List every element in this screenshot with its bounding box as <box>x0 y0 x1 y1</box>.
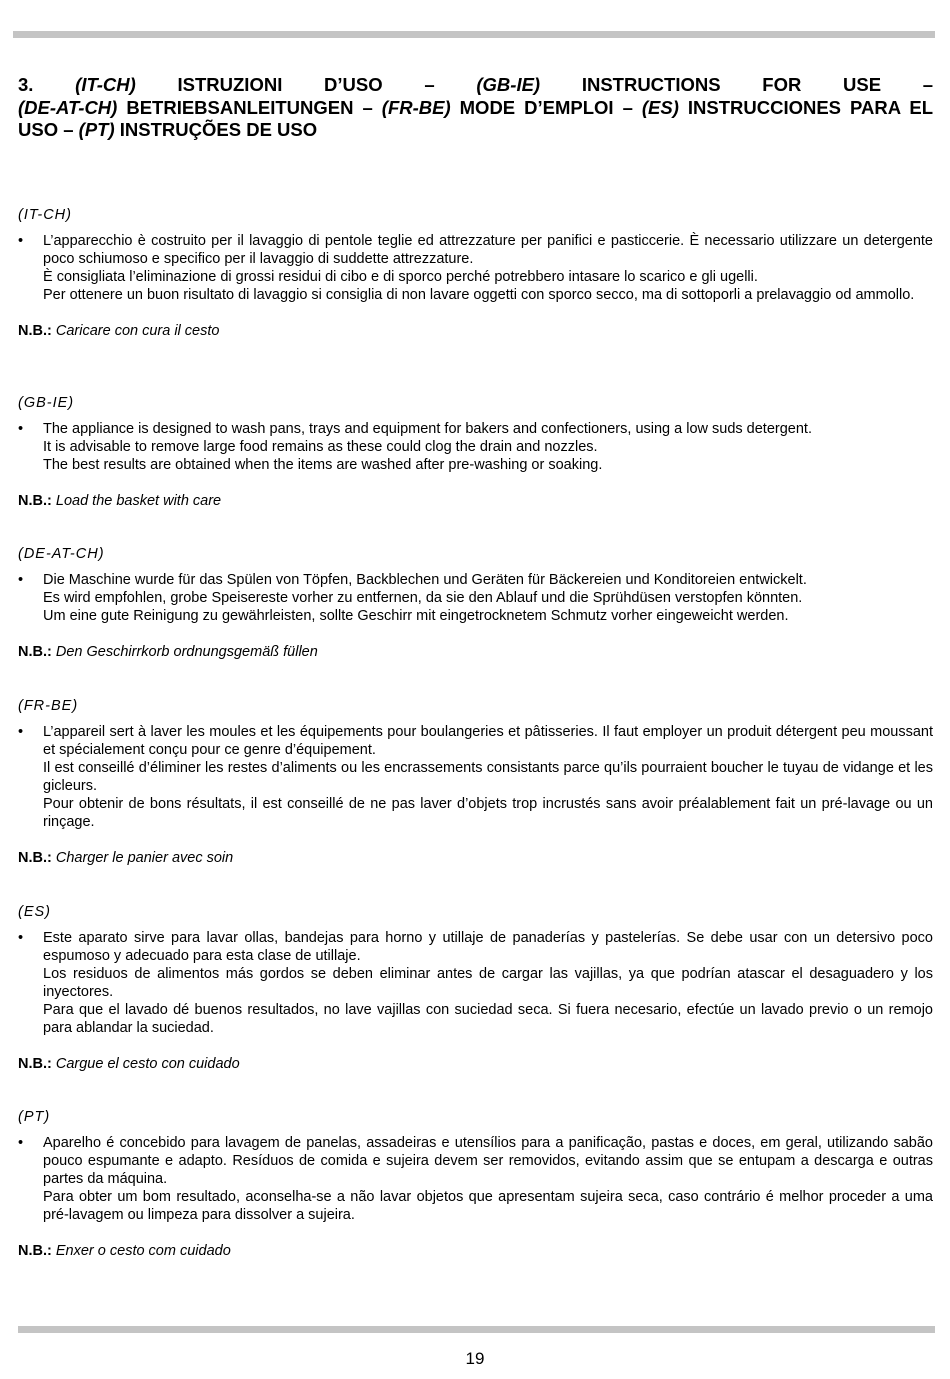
paragraph: Pour obtenir de bons résultats, il est conseillé de ne pas laver d’objets trop incrustés sans avoir préalablement fait un pré-lavage ou un rinçage. <box>43 796 933 830</box>
heading-dash: – <box>362 96 373 118</box>
paragraph: Para obter um bom resultado, aconselha-se a não lavar objetos que apresentam sujeira seca, caso contrário é melhor proceder a uma pré-lavagem ou limpeza para dissolver a sujeira. <box>43 1189 933 1223</box>
note-text: Den Geschirrkorb ordnungsgemäß füllen <box>55 644 318 660</box>
heading-code-es: (ES) <box>641 96 679 118</box>
paragraph: Il est conseillé d’éliminer les restes d’aliments ou les encrassements consistants parce qu’ils pourraient boucher le tuyau de vidange et les gicleurs. <box>43 760 933 794</box>
note <box>18 492 933 510</box>
heading-text-de: BETRIEBSANLEITUNGEN <box>126 96 354 118</box>
language-label: (GB-IE) <box>18 395 75 411</box>
language-label: (FR-BE) <box>18 698 79 714</box>
language-label: (DE-AT-CH) <box>18 546 105 562</box>
heading-dash: – <box>63 119 74 140</box>
section-fr-be <box>18 697 933 867</box>
note-label: N.B.: <box>18 323 52 339</box>
note <box>18 1055 933 1073</box>
heading-code-gb: (GB-IE) <box>476 74 541 95</box>
note-text: Caricare con cura il cesto <box>55 323 220 339</box>
section-de-at-ch <box>18 545 933 661</box>
paragraph: Los residuos de alimentos más gordos se deben eliminar antes de cargar las vajillas, ya que podrían atascar el desaguadero y los inyectores. <box>43 966 933 1000</box>
section-heading <box>18 74 933 142</box>
heading-code-fr: (FR-BE) <box>381 96 451 118</box>
note-text: Charger le panier avec soin <box>55 850 234 866</box>
note-label: N.B.: <box>18 1243 52 1259</box>
bullet-item <box>18 1134 933 1224</box>
bullet-item <box>18 571 933 625</box>
paragraph: It is advisable to remove large food remains as these could clog the drain and nozzles. <box>43 439 598 455</box>
bullet-item <box>18 232 933 304</box>
note-text: Enxer o cesto com cuidado <box>55 1243 231 1259</box>
heading-text-fr: MODE D’EMPLOI <box>459 96 614 118</box>
heading-line-2 <box>18 97 933 141</box>
heading-code-it: (IT-CH) <box>75 74 136 95</box>
note-text: Load the basket with care <box>55 493 222 509</box>
bullet-item <box>18 723 933 831</box>
bullet-icon: • <box>18 233 24 249</box>
note <box>18 849 933 867</box>
language-label: (ES) <box>18 904 51 920</box>
top-rule <box>13 31 935 38</box>
section-es <box>18 903 933 1073</box>
paragraph: Aparelho é concebido para lavagem de panelas, assadeiras e utensílios para a panificação, pastas e doces, em geral, utilizando sabão pouco espumante e adapto. Resíduos de comida e sujeira devem ser removidos, evitando assim que se entupam a descarga e outras partes da máquina. <box>43 1135 933 1187</box>
note-label: N.B.: <box>18 850 52 866</box>
bullet-icon: • <box>18 572 24 588</box>
heading-code-pt: (PT) <box>78 119 115 140</box>
heading-text-es: INSTRUCCIONES PARA EL USO <box>18 96 934 140</box>
bullet-icon: • <box>18 421 24 437</box>
note-label: N.B.: <box>18 1056 52 1072</box>
bullet-item <box>18 929 933 1037</box>
page-number: 19 <box>465 1349 485 1368</box>
note <box>18 1242 933 1260</box>
bullet-icon: • <box>18 724 24 740</box>
heading-dash: – <box>622 96 633 118</box>
paragraph: Este aparato sirve para lavar ollas, bandejas para horno y utillaje de panaderías y pastelerías. Se debe usar con un detersivo poco espumoso y adecuado para esta clase de utillaje. <box>43 930 933 964</box>
note-text: Cargue el cesto con cuidado <box>55 1056 240 1072</box>
bullet-icon: • <box>18 1135 24 1151</box>
bottom-rule <box>18 1326 935 1333</box>
heading-code-de: (DE-AT-CH) <box>18 96 118 118</box>
heading-line-1 <box>18 74 933 97</box>
note <box>18 322 933 340</box>
language-label: (PT) <box>18 1109 51 1125</box>
heading-number: 3. <box>18 74 34 95</box>
paragraph: L’apparecchio è costruito per il lavaggio di pentole teglie ed attrezzature per panifici e pasticcerie. È necessario utilizzare un detergente poco schiumoso e specifico per il lavaggio di suddette attrezzature. <box>43 233 933 267</box>
paragraph: The best results are obtained when the items are washed after pre-washing or soaking. <box>43 457 603 473</box>
heading-dash: – <box>424 74 435 95</box>
paragraph: The appliance is designed to wash pans, trays and equipment for bakers and confectioners, using a low suds detergent. <box>43 421 812 437</box>
bullet-icon: • <box>18 930 24 946</box>
heading-text-it: ISTRUZIONI D’USO <box>177 74 383 95</box>
paragraph: È consigliata l’eliminazione di grossi residui di cibo e di sporco perché potrebbero intasare lo scarico e gli ugelli. <box>43 269 758 285</box>
section-it-ch <box>18 206 933 340</box>
paragraph: Per ottenere un buon risultato di lavaggio si consiglia di non lavare oggetti con sporco secco, ma di sottoporli a prelavaggio od ammollo. <box>43 287 915 303</box>
bullet-item <box>18 420 933 474</box>
note-label: N.B.: <box>18 644 52 660</box>
section-pt <box>18 1108 933 1260</box>
paragraph: Para que el lavado dé buenos resultados, no lave vajillas con suciedad seca. Si fuera necesario, efectúe un lavado previo o un remojo para ablandar la suciedad. <box>43 1002 933 1036</box>
paragraph: Um eine gute Reinigung zu gewährleisten, sollte Geschirr mit eingetrocknetem Schmutz vorher eingeweicht werden. <box>43 608 789 624</box>
language-label: (IT-CH) <box>18 207 72 223</box>
paragraph: L’appareil sert à laver les moules et les équipements pour boulangeries et pâtisseries. Il faut employer un produit détergent peu moussant et spécialement conçu pour ce genre d’équipement. <box>43 724 933 758</box>
note-label: N.B.: <box>18 493 52 509</box>
paragraph: Die Maschine wurde für das Spülen von Töpfen, Backblechen und Geräten für Bäckereien und Konditoreien entwickelt. <box>43 572 807 588</box>
heading-text-pt: INSTRUÇÕES DE USO <box>119 119 318 140</box>
heading-text-gb: INSTRUCTIONS FOR USE <box>581 74 882 95</box>
heading-dash: – <box>922 74 934 95</box>
section-gb-ie <box>18 394 933 510</box>
paragraph: Es wird empfohlen, grobe Speisereste vorher zu entfernen, da sie den Ablauf und die Sprühdüsen verstopfen könnten. <box>43 590 803 606</box>
note <box>18 643 933 661</box>
